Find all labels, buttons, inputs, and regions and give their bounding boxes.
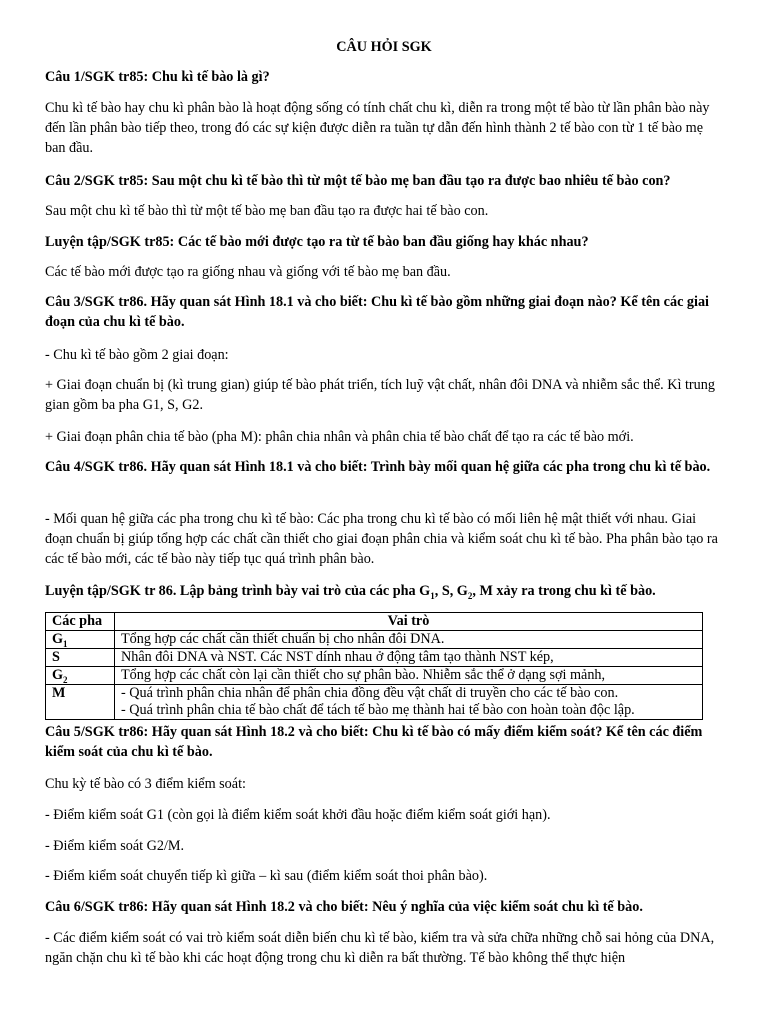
table-row — [46, 649, 703, 667]
table-row — [46, 667, 703, 685]
header-phase: Các pha — [46, 613, 115, 631]
question-5: Câu 5/SGK tr86: Hãy quan sát Hình 18.2 và cho biết: Chu kì tế bào có mấy điểm kiểm soát? Kể tên các điểm kiểm soát của chu kì tế bào. — [45, 724, 703, 760]
answer-3-line-1: - Chu kì tế bào gồm 2 giai đoạn: — [45, 347, 229, 363]
answer-2: Sau một chu kì tế bào thì từ một tế bào mẹ ban đầu tạo ra được hai tế bào con. — [45, 203, 489, 219]
header-role: Vai trò — [115, 613, 703, 631]
page-title: CÂU HỎI SGK — [336, 39, 432, 55]
answer-1: Chu kì tế bào hay chu kì phân bào là hoạt động sống có tính chất chu kì, diễn ra trong một tế bào từ lần phân bào này đến lần phân bào tiếp theo, trong đó các sự kiện được diễn ra tuần tự dẫn đến hình thành 2 tế bào con từ 1 tế bào mẹ ban đầu. — [45, 100, 710, 156]
phase-s: S — [46, 649, 115, 667]
question-3: Câu 3/SGK tr86. Hãy quan sát Hình 18.1 và cho biết: Chu kì tế bào gồm những giai đoạn nào? Kể tên các giai đoạn của chu kì tế bào. — [45, 294, 709, 330]
table-header-row — [46, 613, 703, 631]
practice-1-question: Luyện tập/SGK tr85: Các tế bào mới được tạo ra từ tế bào ban đầu giống hay khác nhau? — [45, 234, 589, 250]
answer-5-line-2: - Điểm kiểm soát G1 (còn gọi là điểm kiểm soát khởi đầu hoặc điểm kiểm soát giới hạn). — [45, 807, 551, 823]
phase-roles-table — [45, 612, 703, 720]
answer-5-line-3: - Điểm kiểm soát G2/M. — [45, 838, 185, 854]
answer-3-line-3: + Giai đoạn phân chia tế bào (pha M): phân chia nhân và phân chia tế bào chất để tạo ra các tế bào mới. — [45, 429, 634, 445]
phase-g2: $G_2$ — [46, 667, 115, 685]
question-4: Câu 4/SGK tr86. Hãy quan sát Hình 18.1 và cho biết: Trình bày mối quan hệ giữa các pha trong chu kì tế bào. — [45, 459, 711, 475]
practice-2-question: Luyện tập/SGK tr 86. Lập bảng trình bày vai trò của các pha $G_1$, S, $G_2$, M xảy ra trong chu kì tế bào. — [45, 583, 656, 601]
answer-5-line-1: Chu kỳ tế bào có 3 điểm kiểm soát: — [45, 776, 246, 792]
table-row — [46, 631, 703, 649]
role-m: - Quá trình phân chia nhân để phân chia đồng đều vật chất di truyền cho các tế bào con. - Quá trình phân chia tế bào chất để tách tế bào mẹ thành hai tế bào con hoàn toàn độc lập. — [115, 685, 703, 720]
role-g2: Tổng hợp các chất còn lại cần thiết cho sự phân bào. Nhiễm sắc thể ở dạng sợi mảnh, — [115, 667, 703, 685]
role-g1: Tổng hợp các chất cần thiết chuẩn bị cho nhân đôi DNA. — [115, 631, 703, 649]
answer-3-line-2: + Giai đoạn chuẩn bị (kì trung gian) giúp tế bào phát triển, tích luỹ vật chất, nhân đôi DNA và nhiễm sắc thể. Kì trung gian gồm ba pha G1, S, G2. — [45, 377, 715, 413]
practice-1-answer: Các tế bào mới được tạo ra giống nhau và giống với tế bào mẹ ban đầu. — [45, 264, 451, 280]
answer-4: - Mối quan hệ giữa các pha trong chu kì tế bào: Các pha trong chu kì tế bào có mối liên hệ mật thiết với nhau. Giai đoạn chuẩn bị giúp tổng hợp các chất cần thiết cho giai đoạn phân chia và kiểm soát chu kì tế bào. Pha phân bào tạo ra các tế bào mới, các tế bào này tiếp tục quá trình phân bào. — [45, 511, 718, 567]
question-6: Câu 6/SGK tr86: Hãy quan sát Hình 18.2 và cho biết: Nêu ý nghĩa của việc kiểm soát chu kì tế bào. — [45, 899, 643, 915]
answer-5-line-4: - Điểm kiểm soát chuyển tiếp kì giữa – kì sau (điểm kiểm soát thoi phân bào). — [45, 868, 488, 884]
table-row — [46, 685, 703, 720]
phase-m: M — [46, 685, 115, 720]
phase-g1: $G_1$ — [46, 631, 115, 649]
question-1: Câu 1/SGK tr85: Chu kì tế bào là gì? — [45, 69, 270, 85]
answer-6: - Các điểm kiểm soát có vai trò kiểm soát diễn biến chu kì tế bào, kiểm tra và sửa chữa những chỗ sai hỏng của DNA, ngăn chặn chu kì tế bào khi các hoạt động trong chu kì diễn ra bất thường. Tế bào không thể thực hiện — [45, 930, 715, 966]
question-2: Câu 2/SGK tr85: Sau một chu kì tế bào thì từ một tế bào mẹ ban đầu tạo ra được bao nhiêu tế bào con? — [45, 173, 671, 189]
role-s: Nhân đôi DNA và NST. Các NST dính nhau ở động tâm tạo thành NST kép, — [115, 649, 703, 667]
